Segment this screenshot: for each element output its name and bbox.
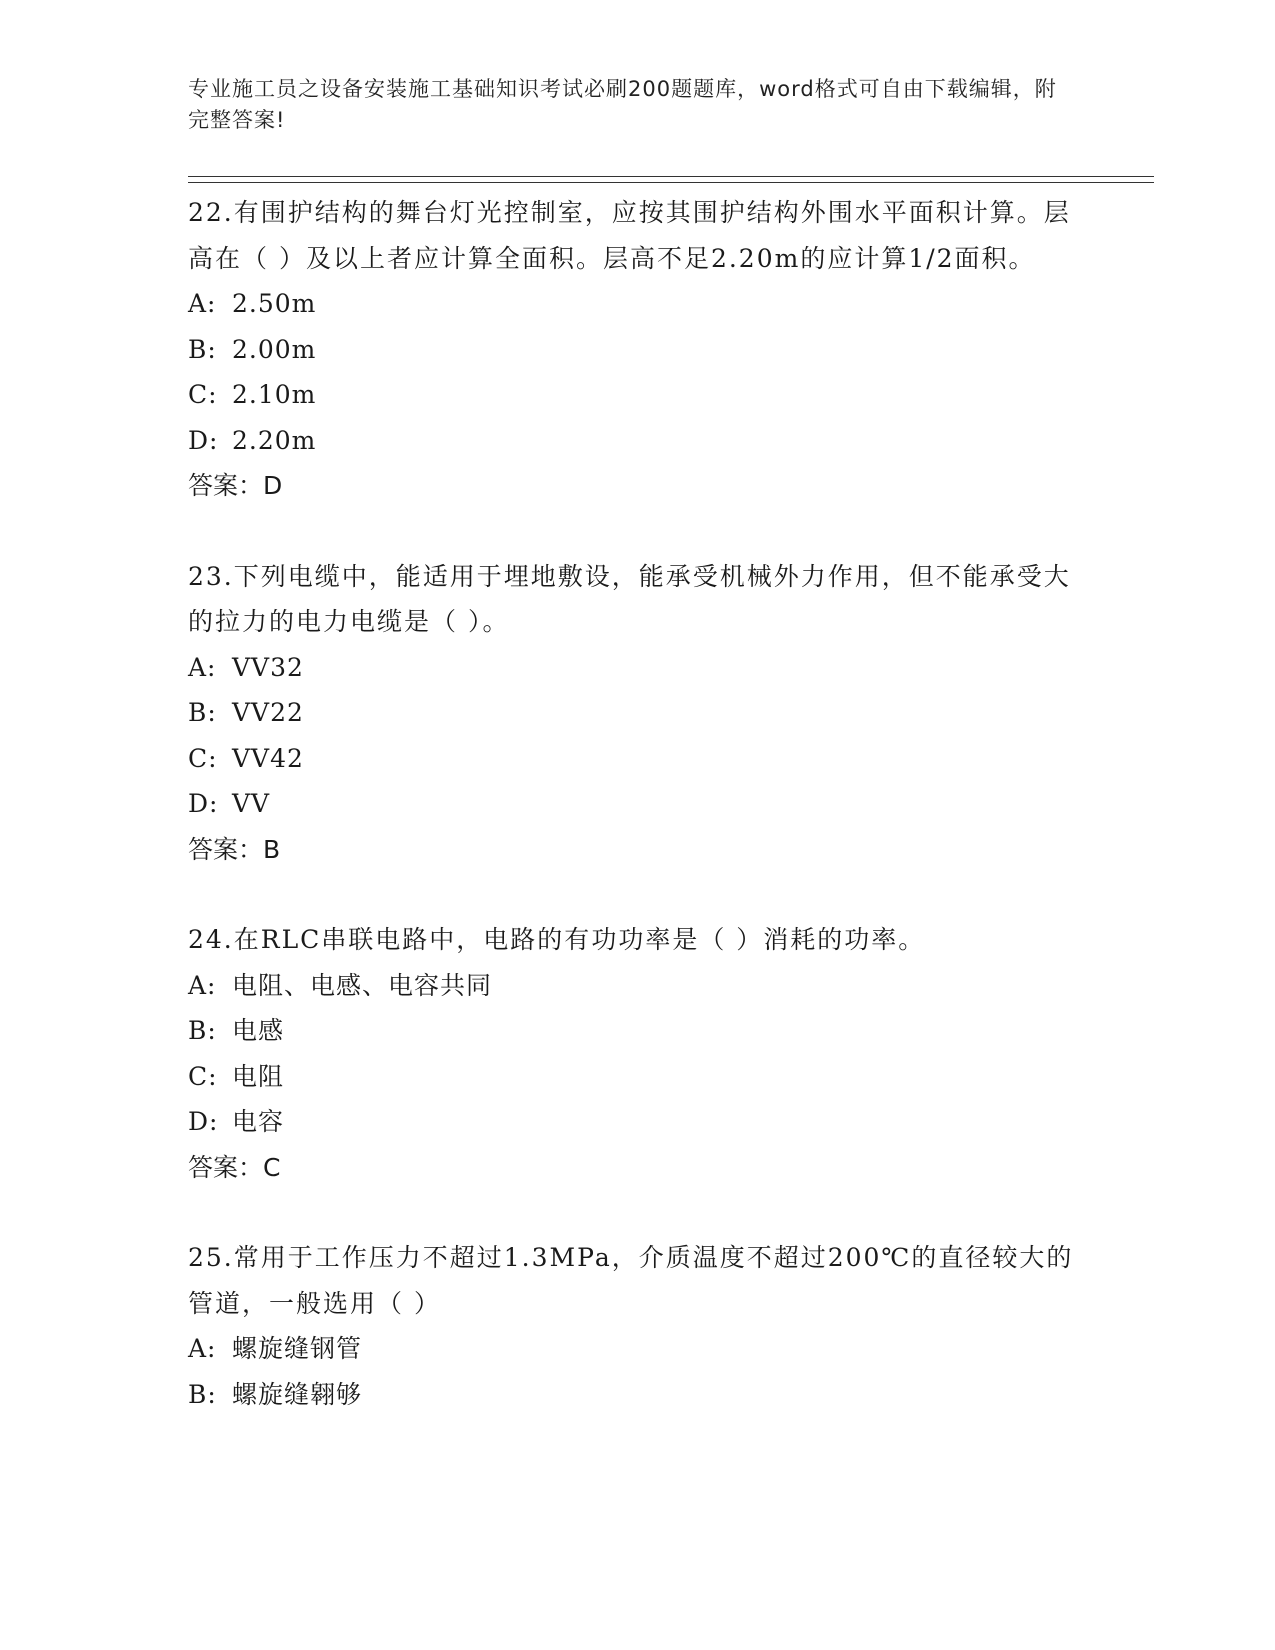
- option-d: [188, 418, 1088, 464]
- option-text: VV22: [232, 698, 304, 727]
- header-divider-top: [188, 176, 1154, 177]
- option-b: [188, 327, 1088, 373]
- option-text: 电容: [232, 1107, 285, 1136]
- question-25: [188, 1235, 1088, 1417]
- option-b: [188, 690, 1088, 736]
- option-c: [188, 372, 1088, 418]
- option-label: A:: [188, 289, 217, 318]
- option-label: D:: [188, 789, 219, 818]
- option-b: [188, 1372, 1088, 1418]
- option-a: [188, 281, 1088, 327]
- option-text: VV: [232, 789, 271, 818]
- option-label: A:: [188, 652, 217, 682]
- option-label: A:: [188, 970, 217, 1000]
- question-text: 25.常用于工作压力不超过1.3MPa，介质温度不超过200℃的直径较大的管道，一般选用（ ）: [188, 1243, 1074, 1318]
- option-text: 螺旋缝翱够: [232, 1379, 363, 1409]
- answer: 答案：D: [188, 471, 283, 500]
- question-text: 23.下列电缆中，能适用于埋地敷设，能承受机械外力作用，但不能承受大的拉力的电力电缆是（ ）。: [188, 561, 1071, 636]
- question-24: [188, 917, 1088, 1190]
- option-label: B:: [188, 1016, 217, 1045]
- question-23: [188, 554, 1088, 873]
- question-22: [188, 190, 1088, 509]
- option-c: [188, 1054, 1088, 1100]
- question-text: 22.有围护结构的舞台灯光控制室，应按其围护结构外围水平面积计算。层高在（ ）及以上者应计算全面积。层高不足2.20m的应计算1/2面积。: [188, 198, 1071, 273]
- answer: 答案：B: [188, 834, 281, 864]
- option-label: C:: [188, 743, 218, 773]
- question-text: 24.在RLC串联电路中，电路的有功功率是（ ）消耗的功率。: [188, 925, 926, 954]
- option-a: [188, 1326, 1088, 1372]
- question-list: [188, 190, 1088, 1462]
- option-label: B:: [188, 1379, 217, 1409]
- option-label: B:: [188, 334, 217, 364]
- option-b: [188, 1008, 1088, 1054]
- option-a: [188, 963, 1088, 1009]
- option-label: D:: [188, 1107, 219, 1136]
- header-divider-bottom: [188, 182, 1154, 183]
- option-label: A:: [188, 1334, 217, 1363]
- option-d: [188, 1099, 1088, 1145]
- option-text: 2.50m: [232, 289, 317, 318]
- option-d: [188, 781, 1088, 827]
- option-a: [188, 645, 1088, 691]
- option-label: B:: [188, 698, 217, 727]
- option-text: 电阻: [232, 1061, 285, 1091]
- option-label: C:: [188, 1061, 218, 1091]
- document-header: 专业施工员之设备安装施工基础知识考试必刷200题题库，word格式可自由下载编辑，附完整答案!: [188, 77, 1057, 132]
- option-text: 2.00m: [232, 334, 317, 364]
- option-text: VV32: [232, 652, 304, 682]
- option-label: C:: [188, 380, 218, 409]
- option-c: [188, 736, 1088, 782]
- option-label: D:: [188, 425, 219, 455]
- option-text: VV42: [232, 743, 304, 773]
- option-text: 电感: [232, 1016, 285, 1045]
- option-text: 2.20m: [232, 425, 317, 455]
- option-text: 电阻、电感、电容共同: [232, 970, 493, 1000]
- option-text: 2.10m: [232, 380, 317, 409]
- answer: 答案：C: [188, 1152, 281, 1182]
- option-text: 螺旋缝钢管: [232, 1334, 363, 1363]
